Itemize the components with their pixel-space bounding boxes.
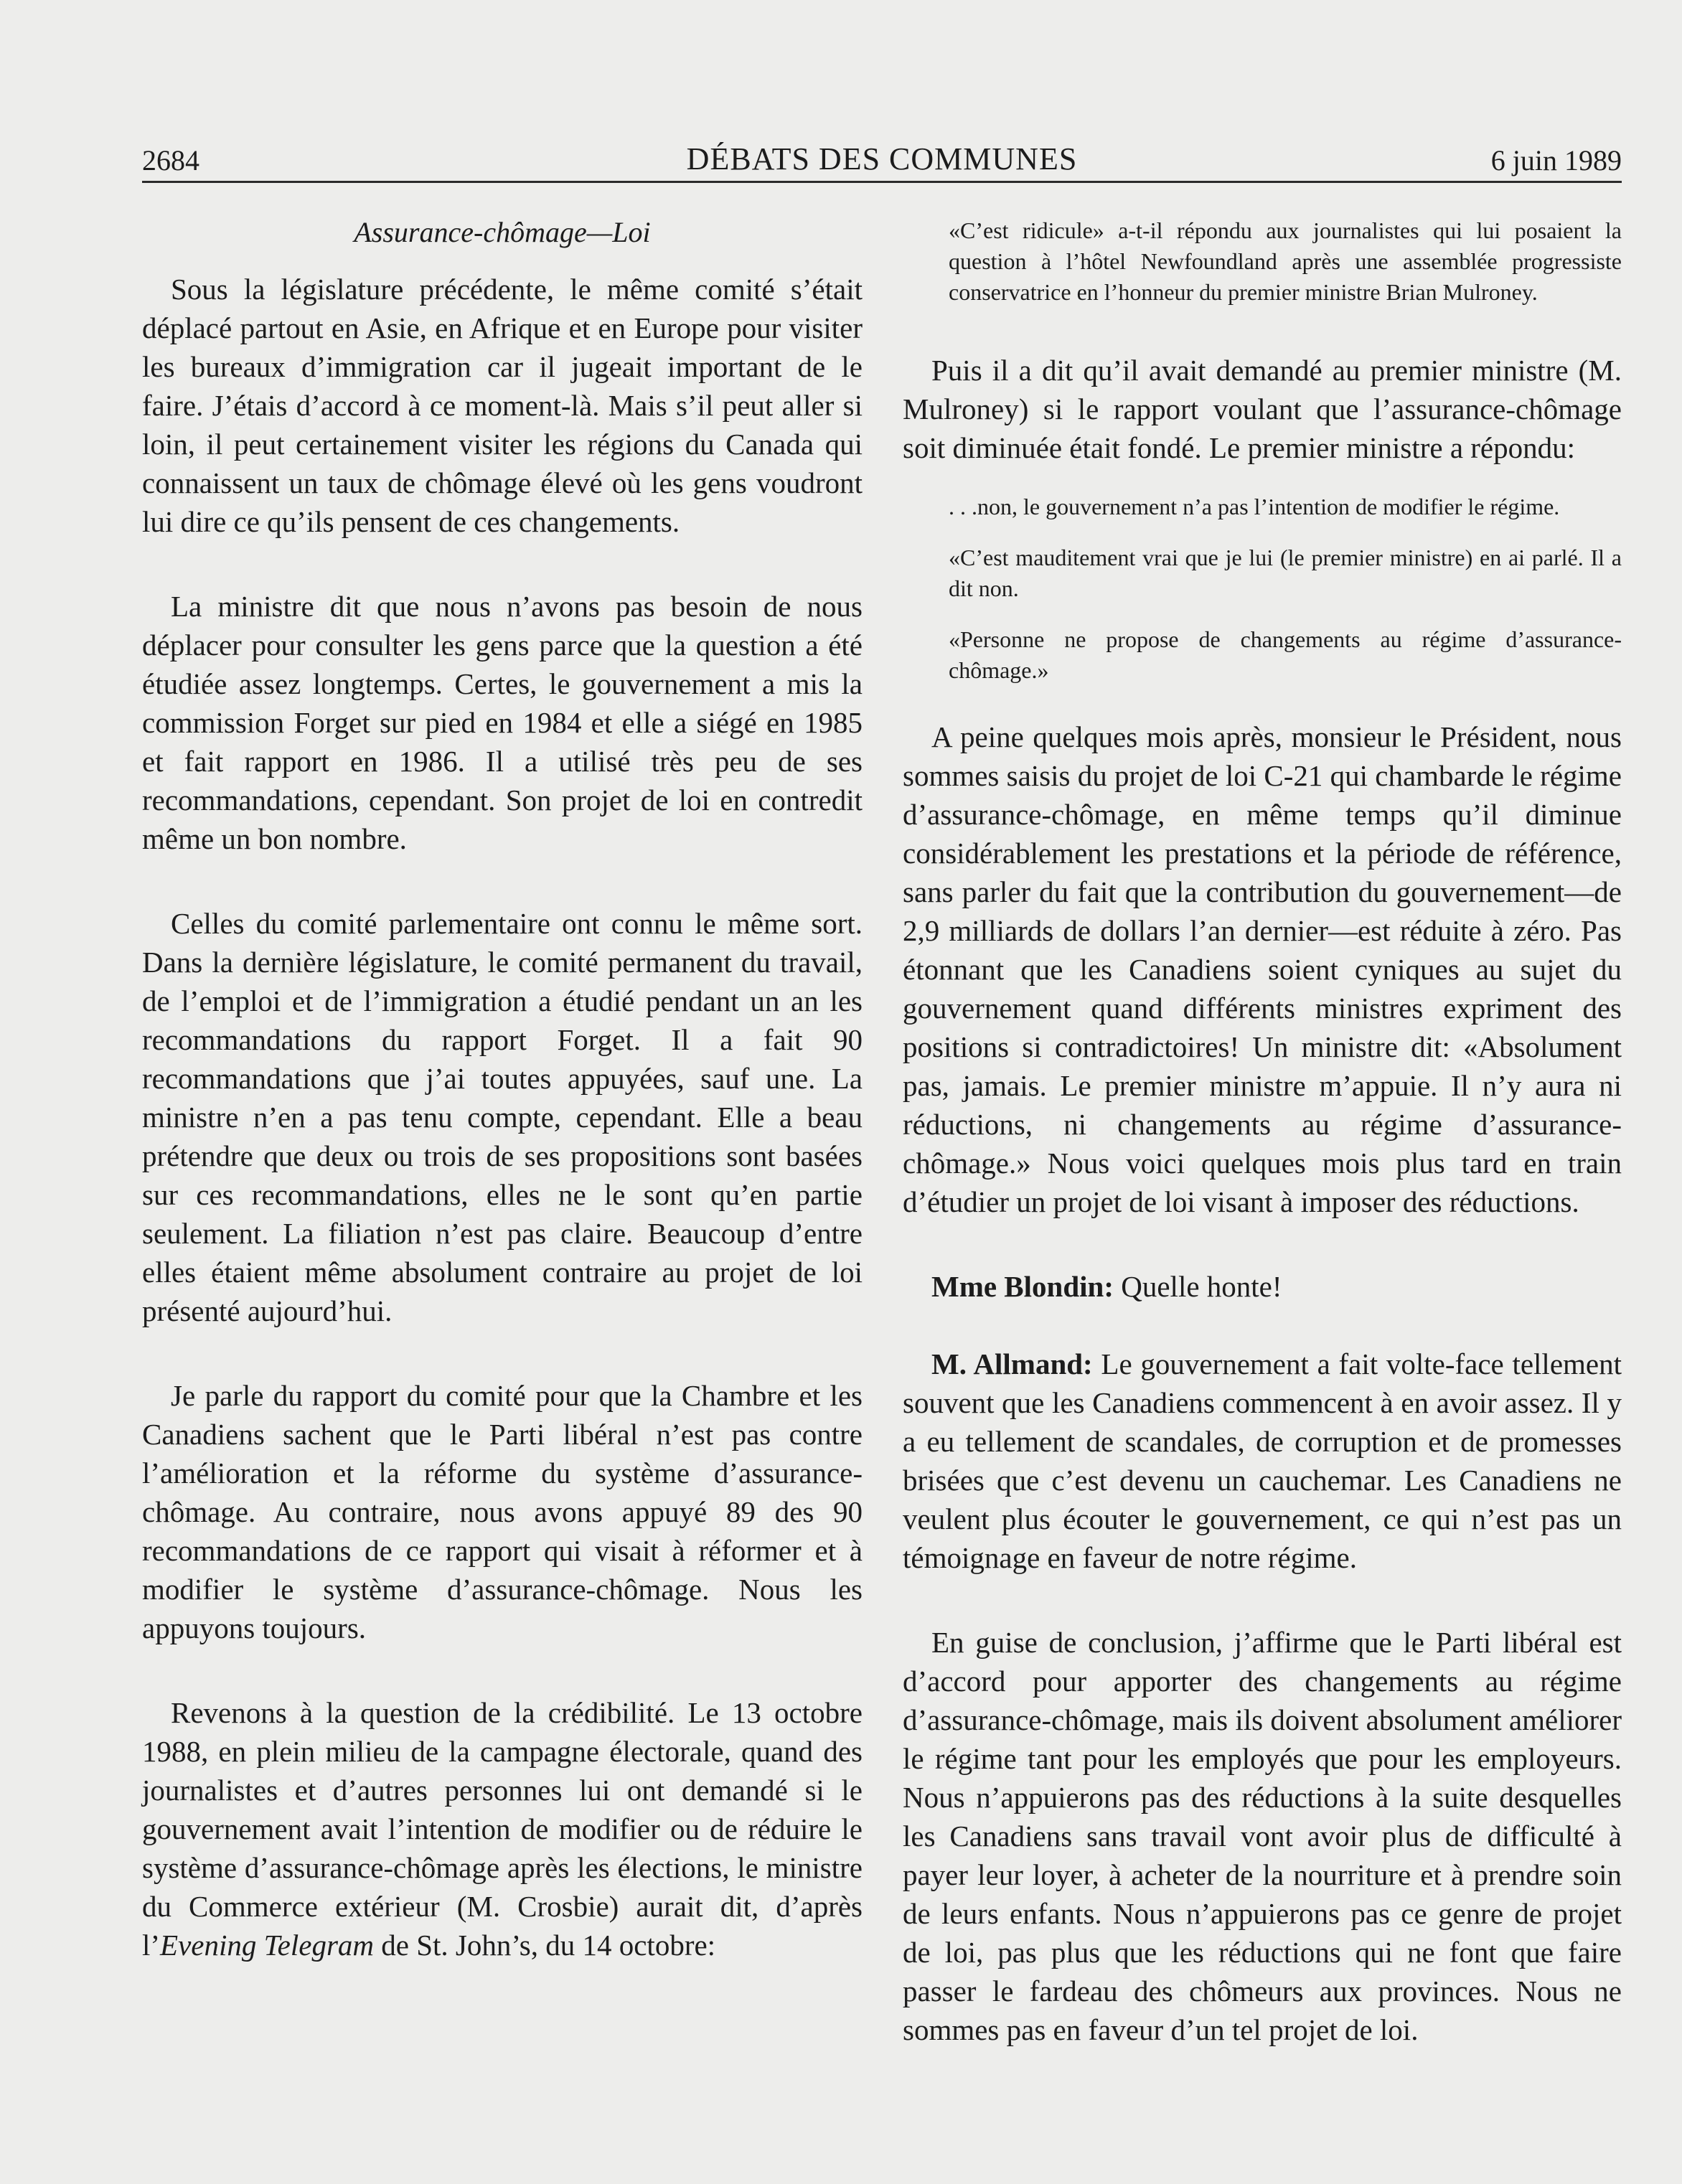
interjection-text: Quelle honte! (1114, 1270, 1282, 1303)
block-quote: . . .non, le gouvernement n’a pas l’intention de modifier le régime. (949, 494, 1560, 519)
page-number: 2684 (142, 144, 199, 176)
paragraph: A peine quelques mois après, monsieur le Président, nous sommes saisis du projet de loi C-21 qui chambarde le régime d’assurance-chômage, en même temps qu’il diminue considérablement les prestations et la période de référence, sans parler du fait que la contribution du gouvernement—de 2,9 milliards de dollars l’an dernier—est réduite à zéro. Pas étonnant que les Canadiens soient cyniques au sujet du gouvernement quand différents ministres expriment des positions si contradictoires! Un ministre dit: «Absolument pas, jamais. Le premier ministre m’appuie. Il n’y aura ni réductions, ni changements au régime d’assurance-chômage.» Nous voici quelques mois plus tard en train d’étudier un projet de loi visant à imposer des réductions. (903, 720, 1622, 1218)
paragraph: Je parle du rapport du comité pour que la Chambre et les Canadiens sachent que le Parti libéral n’est pas contre l’amélioration et la réforme du système d’assurance-chômage. Au contraire, nous avons appuyé 89 des 90 recommandations de ce rapport qui visait à réformer et à modifier le système d’assurance-chômage. Nous les appuyons toujours. (142, 1379, 863, 1644)
paragraph-text: Revenons à la question de la crédibilité. Le 13 octobre 1988, en plein milieu de la campagne électorale, quand des journalistes et d’autres personnes lui ont demandé si le gouvernement avait l’intention de modifier ou de réduire le système d’assurance-chômage après les élections, le ministre du Commerce extérieur (M. Crosbie) aurait dit, d’après l’ (142, 1696, 863, 1962)
speaker-name: Mme Blondin: (931, 1270, 1114, 1303)
document-page (142, 141, 1622, 2150)
section-title: Assurance-chômage—Loi (354, 216, 651, 248)
interjection (903, 1267, 1622, 1306)
speech (903, 1345, 1622, 1577)
newspaper-title: Evening Telegram (160, 1929, 375, 1962)
paragraph: La ministre dit que nous n’avons pas besoin de nous déplacer pour consulter les gens parce que la question a été étudiée assez longtemps. Certes, le gouvernement a mis la commission Forget sur pied en 1984 et elle a siégé en 1985 et fait rapport en 1986. Il a utilisé très peu de ses recommandations, cependant. Son projet de loi en contredit même un bon nombre. (142, 590, 863, 855)
page-header (142, 141, 1622, 183)
paragraph-text: de St. John’s, du 14 octobre: (374, 1929, 716, 1962)
paragraph (142, 1693, 863, 1964)
paragraph: En guise de conclusion, j’affirme que le Parti libéral est d’accord pour apporter des changements au régime d’assurance-chômage, mais ils doivent absolument améliorer le régime tant pour les employés que pour les employeurs. Nous n’appuierons pas des réductions à la suite desquelles les Canadiens sans travail vont avoir plus de difficulté à payer leur loyer, à acheter de la nourriture et à prendre soin de leurs enfants. Nous n’appuierons pas ce genre de projet de loi, pas plus que les réductions qui ne font que faire passer le fardeau des chômeurs aux provinces. Nous ne sommes pas en faveur d’un tel projet de loi. (903, 1626, 1622, 2046)
block-quote: «C’est ridicule» a-t-il répondu aux journalistes qui lui posaient la question à l’hôtel Newfoundland après une assemblée progressiste conservatrice en l’honneur du premier ministre Brian Mulroney. (949, 217, 1622, 305)
publication-title: DÉBATS DES COMMUNES (686, 141, 1078, 176)
left-column (142, 212, 863, 1964)
paragraph: Celles du comité parlementaire ont connu le même sort. Dans la dernière législature, le comité permanent du travail, de l’emploi et de l’immigration a étudié pendant un an les recommandations du rapport Forget. Il a fait 90 recommandations que j’ai toutes appuyées, sauf une. La ministre n’en a pas tenu compte, cependant. Elle a beau prétendre que deux ou trois de ses propositions sont basées sur ces recommandations, elles ne le sont qu’en partie seulement. La filiation n’est pas claire. Beaucoup d’entre elles étaient même absolument contraire au projet de loi présenté aujourd’hui. (142, 907, 863, 1327)
speech-text: Le gouvernement a fait volte-face tellement souvent que les Canadiens commencent à en avoir assez. Il y a eu tellement de scandales, de corruption et de promesses brisées que c’est devenu un cauchemar. Les Canadiens ne veulent plus écouter le gouvernement, ce qui n’est pas un témoignage en faveur de notre régime. (903, 1347, 1622, 1574)
paragraph: Puis il a dit qu’il avait demandé au premier ministre (M. Mulroney) si le rapport voulant que l’assurance-chômage soit diminuée était fondé. Le premier ministre a répondu: (903, 354, 1622, 464)
publication-date: 6 juin 1989 (1490, 144, 1622, 176)
block-quote: «Personne ne propose de changements au régime d’assurance-chômage.» (949, 626, 1622, 683)
right-column (903, 212, 1622, 2049)
paragraph: Sous la législature précédente, le même comité s’était déplacé partout en Asie, en Afrique et en Europe pour visiter les bureaux d’immigration car il jugeait important de le faire. J’étais d’accord à ce moment-là. Mais s’il peut aller si loin, il peut certainement visiter les régions du Canada qui connaissent un taux de chômage élevé où les gens voudront lui dire ce qu’ils pensent de ces changements. (142, 273, 863, 538)
speaker-name: M. Allmand: (931, 1347, 1093, 1380)
block-quote: «C’est mauditement vrai que je lui (le premier ministre) en ai parlé. Il a dit non. (949, 545, 1622, 601)
